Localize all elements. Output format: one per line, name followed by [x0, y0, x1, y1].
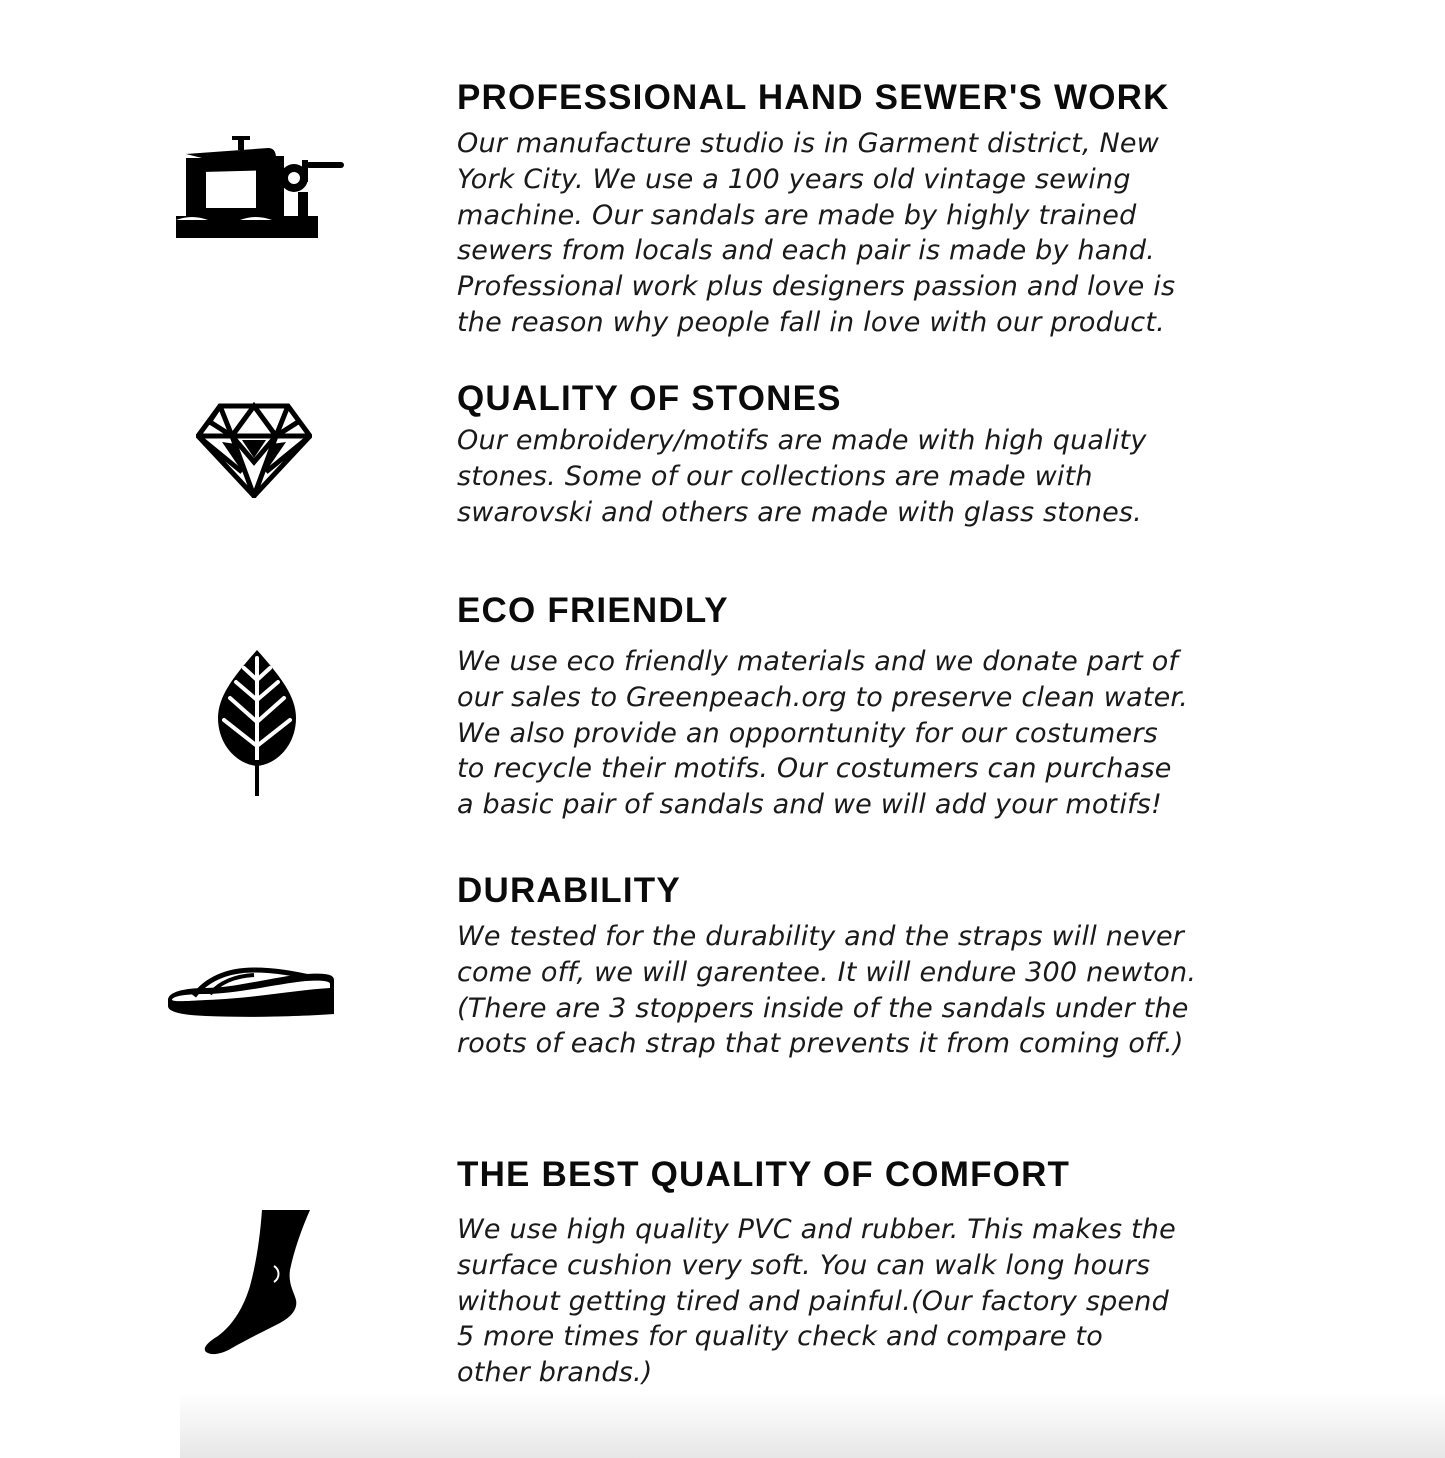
sewing-machine-icon — [172, 136, 348, 240]
bottom-shadow — [180, 1392, 1445, 1458]
leaf-icon — [214, 648, 300, 798]
feature-description: Our manufacture studio is in Garment district, New York City. We use a 100 years old vintage sewing machine. Our sandals are made by highly trained sewers from locals and each pair is made by hand. Professional work plus designers passion and love is the reason why people fall in love with our product. — [457, 128, 1176, 338]
flip-flop-sandal-icon — [166, 966, 338, 1022]
feature-title: QUALITY OF STONES — [457, 379, 842, 418]
feature-description: We tested for the durability and the straps will never come off, we will garentee. It will endure 300 newton. (There are 3 stoppers inside of the sandals under the roots of each strap that prevents it from coming off.) — [457, 921, 1197, 1060]
feature-description: Our embroidery/motifs are made with high quality stones. Some of our collections are made with swarovski and others are made with glass stones. — [457, 425, 1147, 528]
diamond-icon — [196, 402, 312, 498]
feature-description: We use high quality PVC and rubber. This makes the surface cushion very soft. You can walk long hours without getting tired and painful.(Our factory spend 5 more times for quality check and compare to other brands.) — [457, 1214, 1176, 1389]
feature-title: ECO FRIENDLY — [457, 591, 729, 630]
feature-title: DURABILITY — [457, 871, 681, 910]
foot-ankle-icon — [202, 1208, 314, 1358]
feature-title: THE BEST QUALITY OF COMFORT — [457, 1155, 1071, 1194]
feature-title: PROFESSIONAL HAND SEWER'S WORK — [457, 78, 1170, 117]
feature-description: We use eco friendly materials and we donate part of our sales to Greenpeach.org to preserve clean water. We also provide an opporntunity for our costumers to recycle their motifs. Our costumers can purchase a basic pair of sandals and we will add your motifs! — [457, 646, 1189, 821]
